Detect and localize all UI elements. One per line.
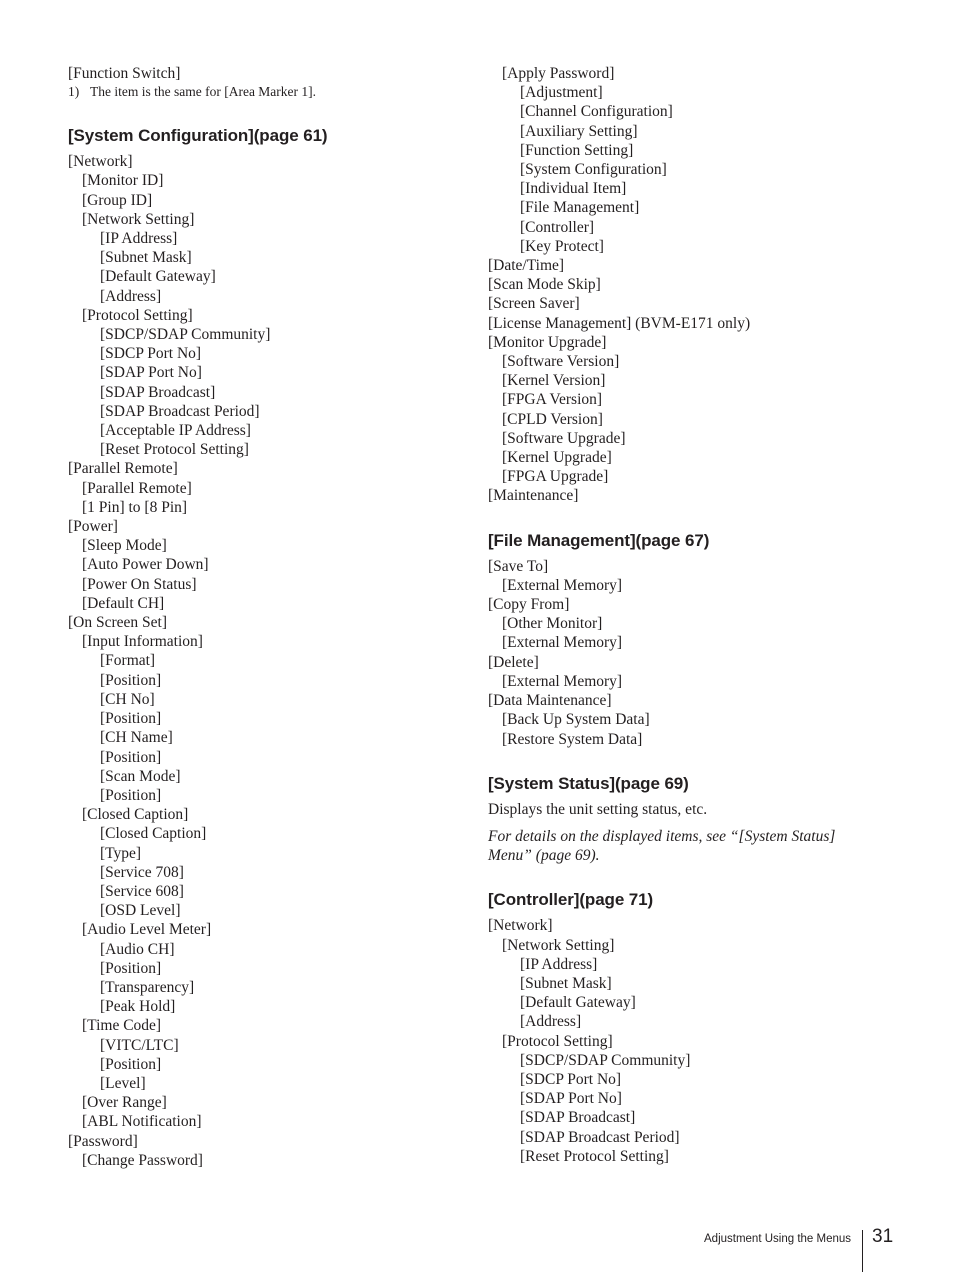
menu-item: [Scan Mode]: [100, 767, 181, 785]
menu-item: [Date/Time]: [488, 257, 565, 275]
file-management-heading: [File Management](page 67): [488, 530, 710, 550]
menu-item: [Position]: [100, 1055, 162, 1073]
footnote: [68, 83, 468, 101]
footnote-text: The item is the same for [Area Marker 1].: [90, 84, 317, 100]
menu-item: [Format]: [100, 652, 156, 670]
menu-item: [Level]: [100, 1074, 146, 1092]
menu-item: [Position]: [100, 671, 162, 689]
right-column: [488, 64, 888, 1166]
menu-item: [Default Gateway]: [520, 994, 636, 1012]
footer-section-title: Adjustment Using the Menus: [704, 1233, 852, 1245]
menu-item: [Power On Status]: [82, 575, 197, 593]
menu-item: [Time Code]: [82, 1017, 162, 1035]
menu-item: [Over Range]: [82, 1094, 167, 1112]
menu-item: [SDCP/SDAP Community]: [520, 1051, 691, 1069]
menu-item: [Audio Level Meter]: [82, 921, 212, 939]
menu-item: [Function Setting]: [520, 141, 634, 159]
system-configuration-list: [68, 152, 468, 1170]
menu-item: [Position]: [100, 959, 162, 977]
menu-item: [SDAP Port No]: [100, 364, 202, 382]
menu-item: [SDAP Broadcast Period]: [520, 1128, 680, 1146]
menu-item: [Controller]: [520, 218, 595, 236]
menu-item: [Password]: [68, 1132, 138, 1150]
menu-item: [Screen Saver]: [488, 295, 580, 313]
menu-item: [Key Protect]: [520, 237, 604, 255]
menu-item: [Auxiliary Setting]: [520, 122, 638, 140]
menu-item: [Transparency]: [100, 978, 195, 996]
menu-item: [System Configuration]: [520, 161, 667, 179]
controller-heading: [Controller](page 71): [488, 890, 654, 910]
function-switch-item: [Function Switch]: [68, 65, 181, 82]
menu-item: [Restore System Data]: [502, 730, 643, 748]
menu-item: [FPGA Upgrade]: [502, 468, 609, 486]
menu-item: [Software Upgrade]: [502, 429, 626, 447]
menu-item: [Software Version]: [502, 353, 620, 371]
menu-item: [Kernel Version]: [502, 372, 606, 390]
footnote-number: 1): [68, 84, 80, 100]
menu-item: [Address]: [520, 1013, 582, 1031]
menu-item: [Save To]: [488, 557, 549, 575]
menu-item: [OSD Level]: [100, 902, 181, 920]
menu-item: [File Management]: [520, 199, 640, 217]
menu-item: [SDCP Port No]: [520, 1070, 622, 1088]
menu-item: [Type]: [100, 844, 142, 862]
menu-item: [Position]: [100, 786, 162, 804]
menu-item: [Audio CH]: [100, 940, 175, 958]
menu-item: [Acceptable IP Address]: [100, 422, 251, 440]
menu-item: [License Management] (BVM-E171 only): [488, 314, 751, 332]
menu-item: [Network]: [488, 917, 553, 935]
menu-item: [Channel Configuration]: [520, 103, 673, 121]
menu-item: [Network Setting]: [82, 210, 195, 228]
menu-item: [Reset Protocol Setting]: [100, 441, 249, 459]
menu-item: [CH Name]: [100, 729, 173, 747]
menu-item: [Default Gateway]: [100, 268, 216, 286]
menu-item: [IP Address]: [100, 230, 178, 248]
menu-item: [Group ID]: [82, 191, 153, 209]
menu-item: [Service 708]: [100, 863, 184, 881]
menu-item: [Protocol Setting]: [502, 1032, 613, 1050]
menu-item: [ABL Notification]: [82, 1113, 202, 1131]
password-continued-list: [488, 64, 888, 506]
system-status-reference: [488, 827, 888, 865]
system-status-description: Displays the unit setting status, etc.: [488, 800, 708, 818]
menu-item: [Position]: [100, 710, 162, 728]
menu-item: [Protocol Setting]: [82, 306, 193, 324]
footer-divider: [862, 1230, 863, 1272]
menu-item: [External Memory]: [502, 576, 623, 594]
menu-item: [Parallel Remote]: [68, 460, 178, 478]
menu-item: [Network Setting]: [502, 936, 615, 954]
page-number: 31: [872, 1226, 894, 1247]
menu-item: [Individual Item]: [520, 180, 627, 198]
menu-item: [Closed Caption]: [100, 825, 207, 843]
menu-item: [Subnet Mask]: [520, 974, 612, 992]
menu-item: [Sleep Mode]: [82, 537, 167, 555]
menu-item: [CPLD Version]: [502, 410, 603, 428]
menu-item: [External Memory]: [502, 634, 623, 652]
menu-item: [Auto Power Down]: [82, 556, 209, 574]
controller-list: [488, 916, 888, 1166]
menu-item: [Change Password]: [82, 1151, 203, 1169]
menu-item: [Parallel Remote]: [82, 479, 192, 497]
menu-item: [On Screen Set]: [68, 614, 167, 632]
reference-line: Menu” (page 69).: [488, 847, 600, 865]
menu-item: [FPGA Version]: [502, 391, 603, 409]
menu-item: [Apply Password]: [502, 65, 615, 82]
menu-item: [SDAP Broadcast]: [100, 383, 216, 401]
menu-item: [SDAP Broadcast Period]: [100, 402, 260, 420]
file-management-list: [488, 557, 888, 749]
left-column: [68, 64, 468, 1170]
menu-item: [Scan Mode Skip]: [488, 276, 601, 294]
menu-item: [1 Pin] to [8 Pin]: [82, 498, 188, 516]
menu-item: [Monitor Upgrade]: [488, 333, 607, 351]
menu-item: [Reset Protocol Setting]: [520, 1147, 669, 1165]
menu-item: [Network]: [68, 153, 133, 171]
menu-item: [SDAP Broadcast]: [520, 1109, 636, 1127]
system-status-heading: [System Status](page 69): [488, 773, 689, 793]
menu-item: [Copy From]: [488, 596, 570, 614]
menu-item: [Closed Caption]: [82, 806, 189, 824]
menu-item: [Default CH]: [82, 594, 165, 612]
menu-item: [SDCP Port No]: [100, 345, 202, 363]
menu-item: [External Memory]: [502, 672, 623, 690]
menu-item: [Data Maintenance]: [488, 692, 612, 710]
menu-item: [Adjustment]: [520, 84, 603, 102]
menu-item: [Peak Hold]: [100, 998, 176, 1016]
menu-item: [Monitor ID]: [82, 172, 164, 190]
menu-item: [VITC/LTC]: [100, 1036, 179, 1054]
menu-item: [Maintenance]: [488, 487, 579, 505]
menu-item: [Other Monitor]: [502, 615, 603, 633]
menu-item: [Input Information]: [82, 633, 203, 651]
menu-item: [Subnet Mask]: [100, 249, 192, 267]
menu-item: [SDAP Port No]: [520, 1090, 622, 1108]
menu-item: [CH No]: [100, 690, 155, 708]
menu-item: [SDCP/SDAP Community]: [100, 326, 271, 344]
menu-item: [Kernel Upgrade]: [502, 449, 612, 467]
reference-line: For details on the displayed items, see “[System Status]: [488, 827, 836, 845]
system-configuration-heading: [System Configuration](page 61): [68, 126, 328, 146]
menu-item: [Back Up System Data]: [502, 711, 650, 729]
menu-item: [Power]: [68, 518, 118, 536]
menu-item: [Position]: [100, 748, 162, 766]
menu-item: [Service 608]: [100, 882, 184, 900]
menu-item: [Delete]: [488, 653, 539, 671]
menu-item: [Address]: [100, 287, 162, 305]
menu-item: [IP Address]: [520, 955, 598, 973]
